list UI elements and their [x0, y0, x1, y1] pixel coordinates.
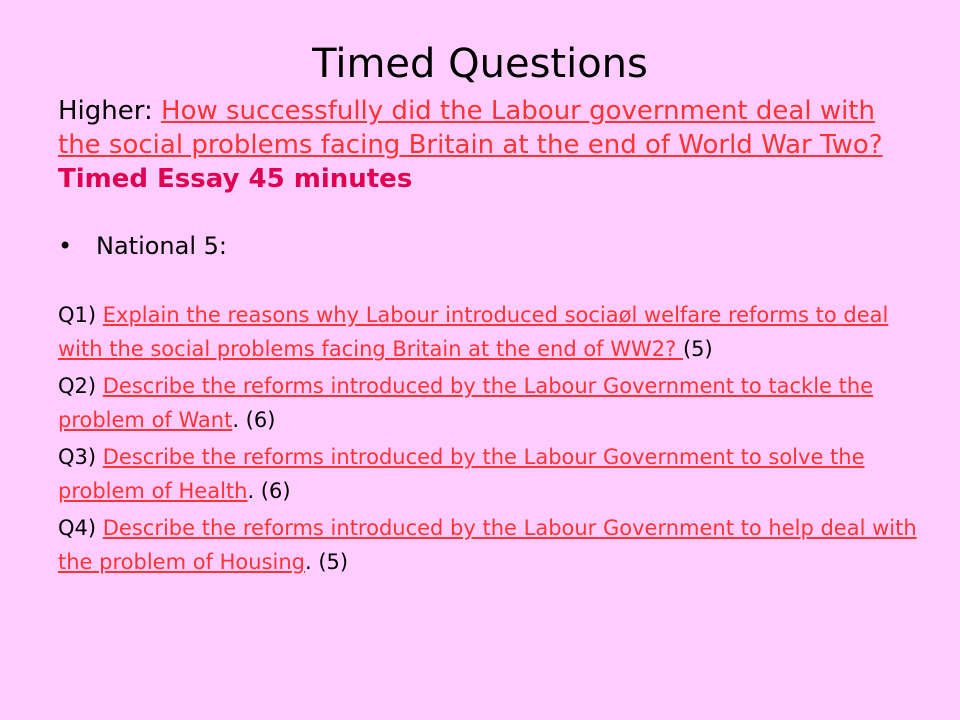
question-number: Q3): [58, 445, 103, 469]
bullet-icon: •: [58, 232, 73, 260]
question-item: [58, 511, 918, 579]
question-item: [58, 440, 918, 508]
question-marks: . (6): [247, 479, 291, 503]
question-list: [58, 298, 918, 582]
question-link-1[interactable]: Explain the reasons why Labour introduced sociaøl welfare reforms to deal with the social problems facing Britain at the end of WW2?: [58, 303, 889, 361]
national5-label: National 5:: [96, 232, 227, 260]
question-link-4[interactable]: Describe the reforms introduced by the Labour Government to help deal with the problem of Housing: [58, 516, 917, 574]
question-link-2[interactable]: Describe the reforms introduced by the Labour Government to tackle the problem of Want: [58, 374, 874, 432]
question-marks: . (5): [305, 550, 349, 574]
question-marks: . (6): [232, 408, 276, 432]
higher-question-link[interactable]: How successfully did the Labour government deal with the social problems facing Britain at the end of World War Two?: [58, 96, 883, 160]
higher-label: Higher:: [58, 96, 162, 126]
question-item: [58, 298, 918, 366]
question-marks: (5): [682, 337, 713, 361]
question-item: [58, 369, 918, 437]
question-number: Q4): [58, 516, 103, 540]
question-link-3[interactable]: Describe the reforms introduced by the Labour Government to solve the problem of Health: [58, 445, 865, 503]
question-number: Q2): [58, 374, 103, 398]
slide-title: Timed Questions: [312, 41, 648, 87]
essay-time: Timed Essay 45 minutes: [58, 164, 413, 194]
national5-heading: [58, 230, 918, 262]
question-number: Q1): [58, 303, 103, 327]
higher-section: [58, 94, 918, 196]
